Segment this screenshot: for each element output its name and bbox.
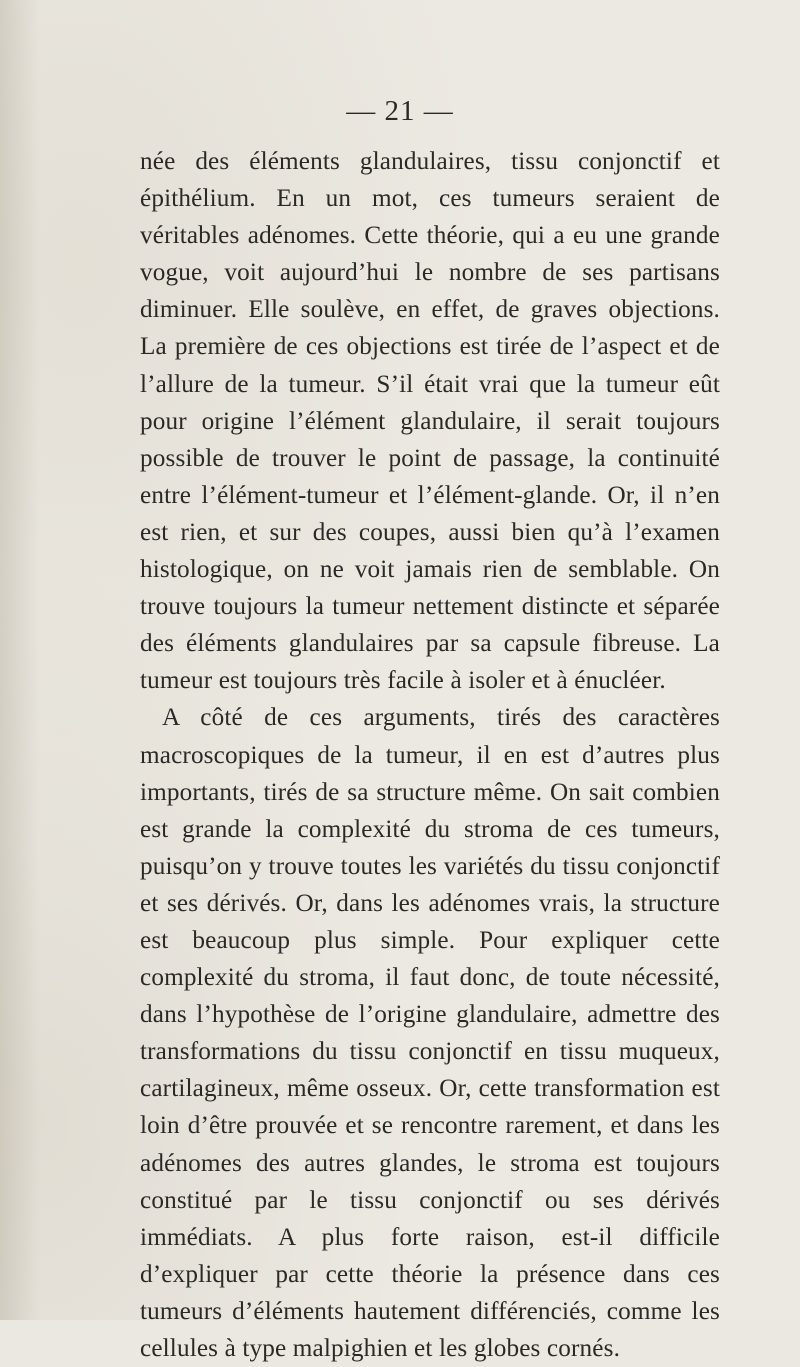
page-gutter-shadow	[0, 0, 40, 1320]
paragraph-2: A côté de ces arguments, tirés des caractères macroscopiques de la tumeur, il en est d’autres plus importants, tirés de sa structure même. On sait combien est grande la complexité du stroma de ces tumeurs, puisqu’on y trouve toutes les variétés du tissu conjonctif et ses dérivés. Or, dans les adénomes vrais, la structure est beaucoup plus simple. Pour expliquer cette complexité du stroma, il faut donc, de toute nécessité, dans l’hypothèse de l’origine glandulaire, admettre des transformations du tissu conjonctif en tissu muqueux, cartilagineux, même osseux. Or, cette transformation est loin d’être prouvée et se rencontre rarement, et dans les adénomes des autres glandes, le stroma est toujours constitué par le tissu conjonctif ou ses dérivés immédiats. A plus forte raison, est-il difficile d’expliquer par cette théorie la présence dans ces tumeurs d’éléments hautement différenciés, comme les cellules à type malpighien et les globes cornés.	[140, 704, 720, 1362]
body-text	[140, 143, 720, 1367]
paragraph-1: née des éléments glandulaires, tissu conjonctif et épithélium. En un mot, ces tumeurs seraient de véritables adénomes. Cette théorie, qui a eu une grande vogue, voit aujourd’hui le nombre de ses partisans diminuer. Elle soulève, en effet, de graves objections. La première de ces objections est tirée de l’aspect et de l’allure de la tumeur. S’il était vrai que la tumeur eût pour origine l’élément glandulaire, il serait toujours possible de trouver le point de passage, la continuité entre l’élément-tumeur et l’élément-glande. Or, il n’en est rien, et sur des coupes, aussi bien qu’à l’examen histologique, on ne voit jamais rien de semblable. On trouve toujours la tumeur nettement distincte et séparée des éléments glandulaires par sa capsule fibreuse. La tumeur est toujours très facile à isoler et à énucléer.	[140, 148, 720, 695]
page-number: — 21 —	[346, 95, 454, 127]
